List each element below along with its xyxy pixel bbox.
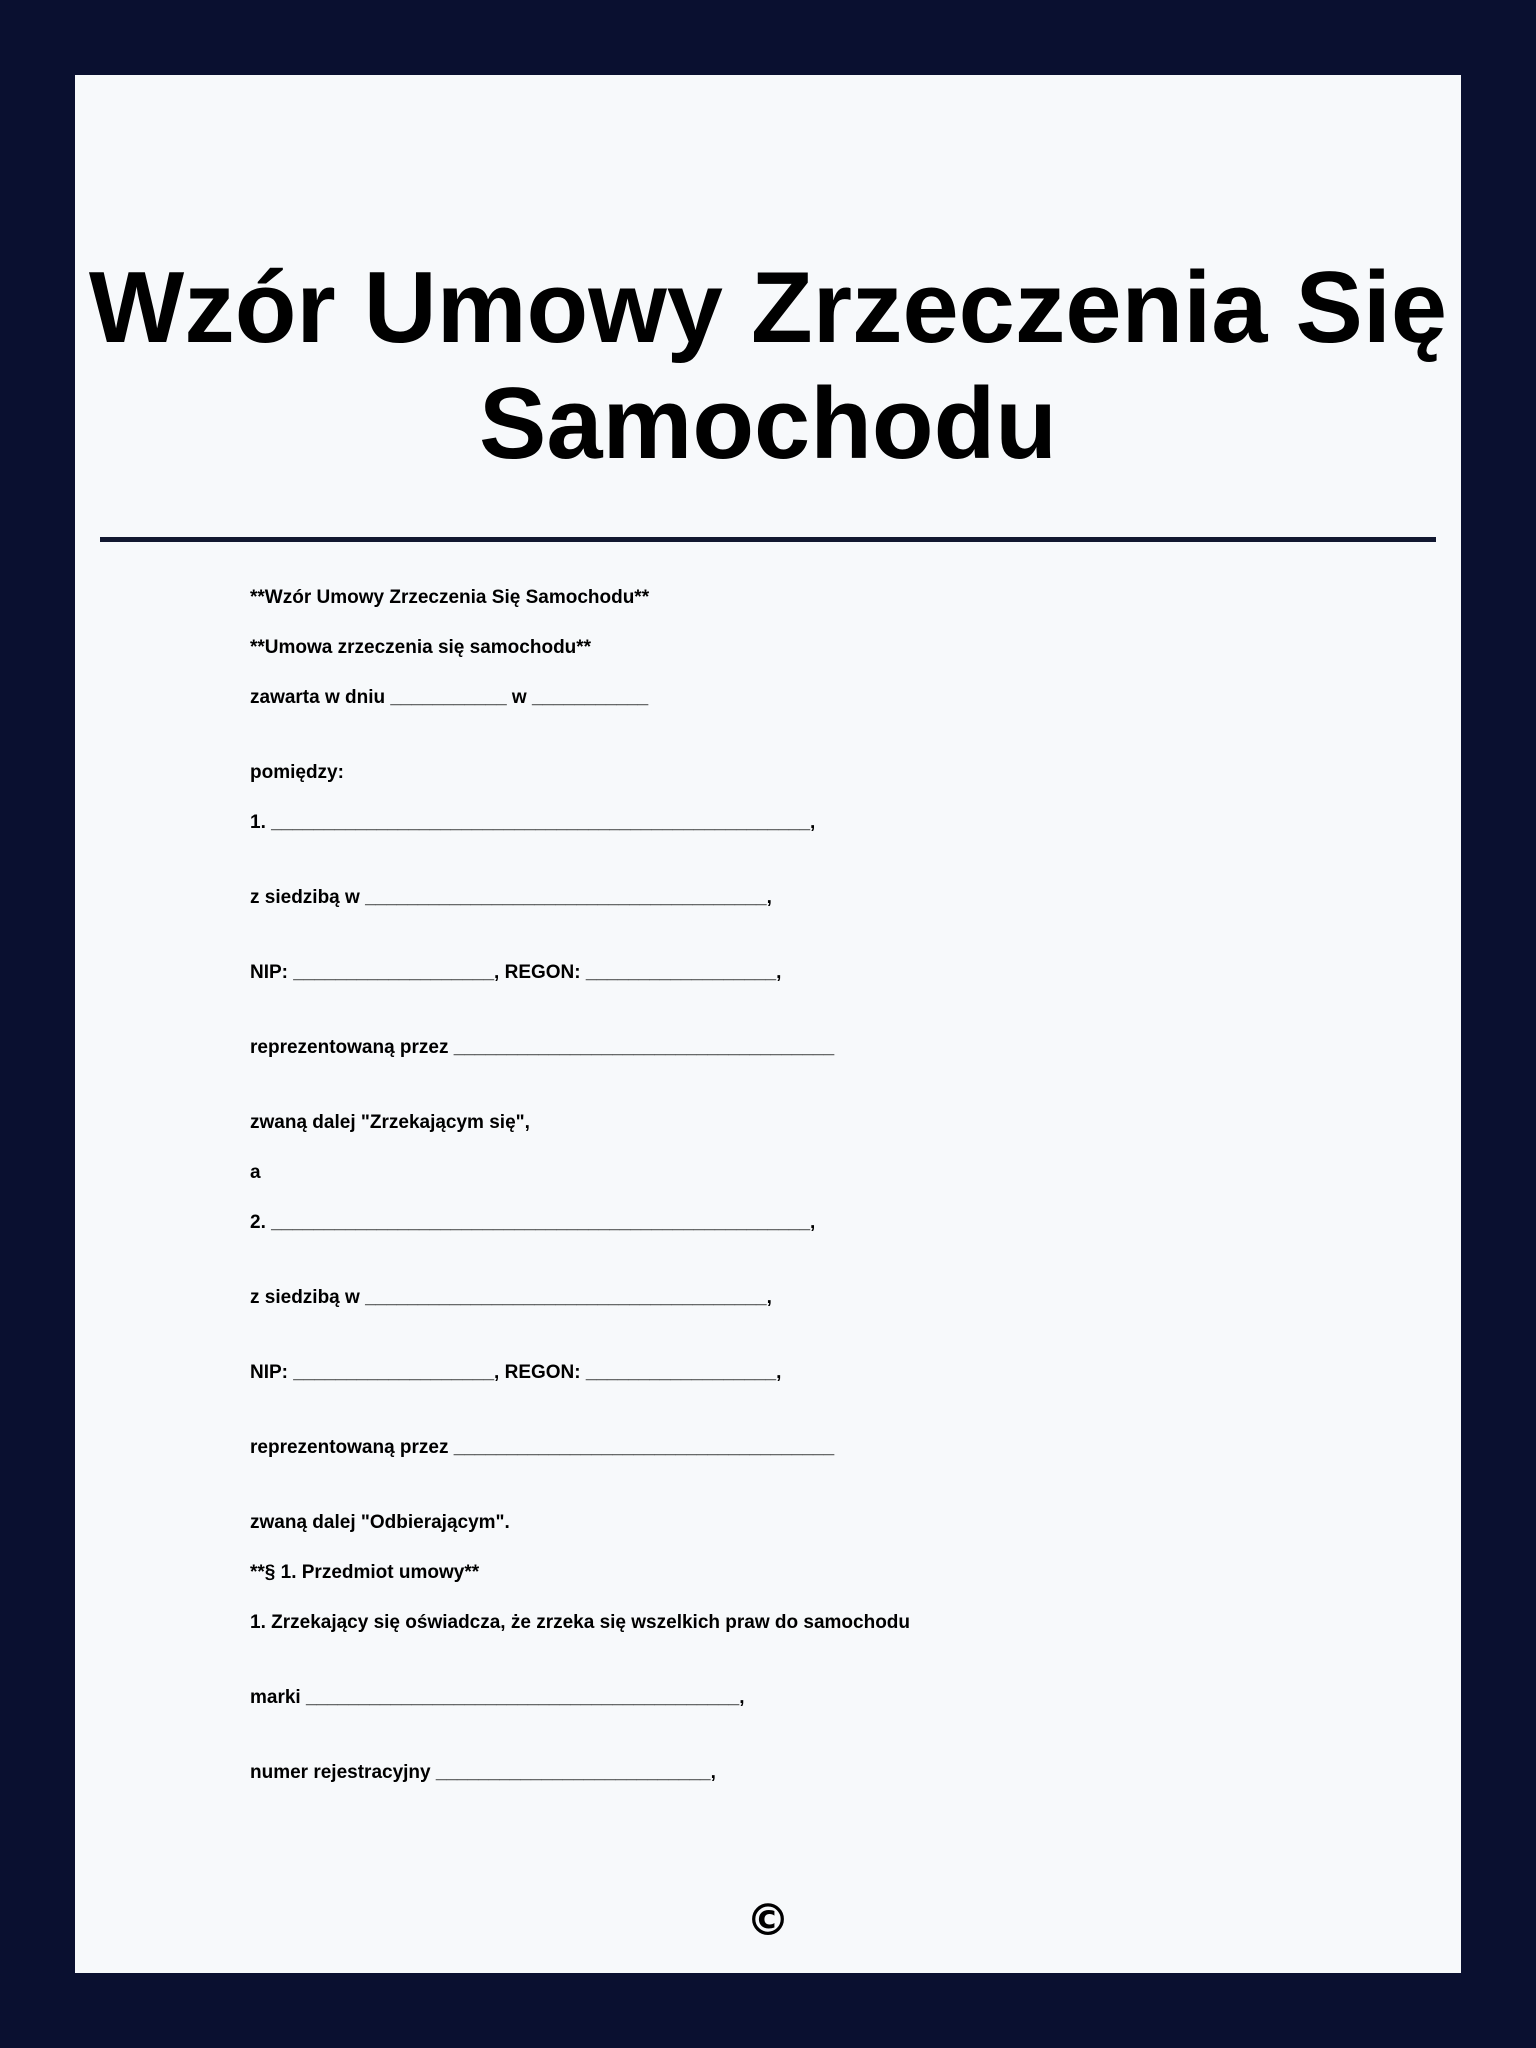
party-two-nip-regon-line: NIP: ___________________, REGON: __________________,: [250, 1362, 782, 1383]
body-heading-line: **Wzór Umowy Zrzeczenia Się Samochodu**: [250, 587, 650, 608]
party-two-name-line: 2. ___________________________________________________,: [250, 1212, 816, 1233]
party-two-seat-line: z siedzibą w ______________________________________,: [250, 1287, 772, 1308]
title-divider: [100, 537, 1436, 542]
copyright-icon: ©: [746, 1895, 790, 1946]
party-two-representative-line: reprezentowaną przez ____________________________________: [250, 1437, 835, 1458]
party-one-representative-line: reprezentowaną przez ____________________________________: [250, 1037, 835, 1058]
date-place-line: zawarta w dniu ___________ w ___________: [250, 687, 649, 708]
section-one-clause-line: 1. Zrzekający się oświadcza, że zrzeka się wszelkich praw do samochodu: [250, 1612, 911, 1633]
and-line: a: [250, 1162, 261, 1183]
between-line: pomiędzy:: [250, 762, 344, 783]
document-page: [75, 75, 1461, 1973]
car-make-line: marki _________________________________________,: [250, 1687, 745, 1708]
contract-heading-line: **Umowa zrzeczenia się samochodu**: [250, 637, 592, 658]
party-one-nip-regon-line: NIP: ___________________, REGON: __________________,: [250, 962, 782, 983]
section-one-heading: **§ 1. Przedmiot umowy**: [250, 1562, 480, 1583]
party-one-seat-line: z siedzibą w ______________________________________,: [250, 887, 772, 908]
registration-number-line: numer rejestracyjny __________________________,: [250, 1762, 716, 1783]
party-one-designation-line: zwaną dalej "Zrzekającym się",: [250, 1112, 530, 1133]
party-two-designation-line: zwaną dalej "Odbierającym".: [250, 1512, 510, 1533]
document-title: Wzór Umowy Zrzeczenia Się Samochodu: [88, 252, 1448, 480]
party-one-name-line: 1. ___________________________________________________,: [250, 812, 816, 833]
